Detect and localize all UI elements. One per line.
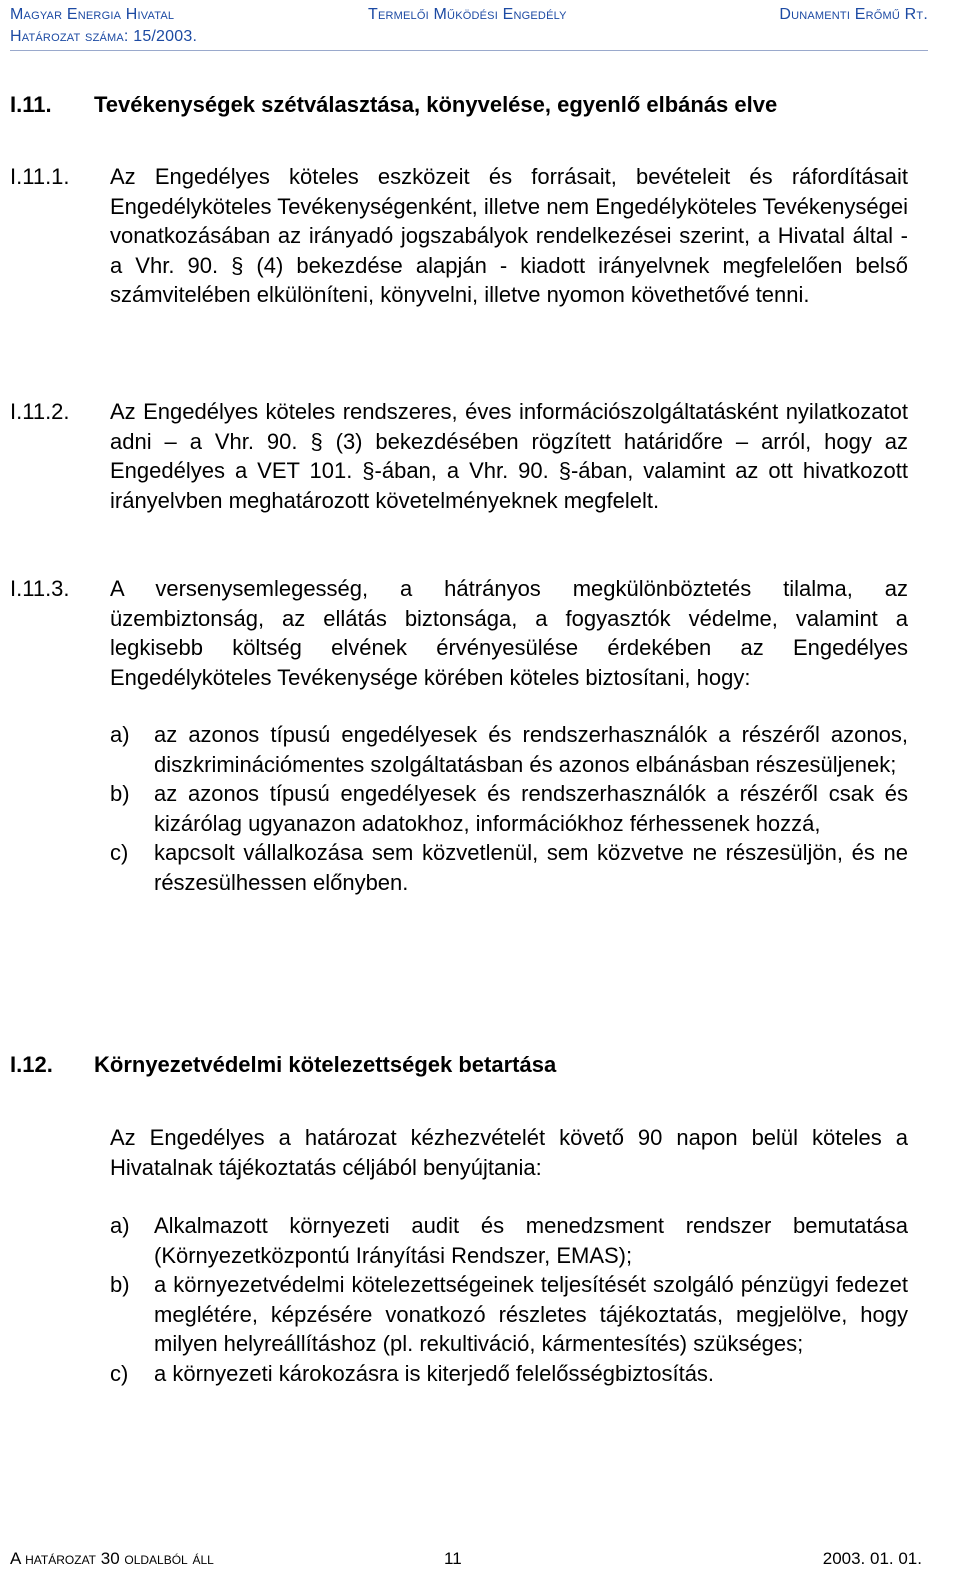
list-marker: b) (110, 1272, 130, 1297)
list-item (110, 720, 908, 779)
clause-number: I.11.3. (10, 576, 70, 601)
clause-number: I.11.1. (10, 164, 70, 189)
header-decision-number: Határozat száma: 15/2003. (10, 28, 198, 45)
section-i12-intro: Az Engedélyes a határozat kézhezvételét követő 90 napon belül köteles a Hivatalnak tájékoztatás céljából benyújtania: (110, 1125, 908, 1180)
list-item-text: a környezetvédelmi kötelezettségeinek teljesítését szolgáló pénzügyi fedezet meglétére, képzésére vonatkozó részletes tájékoztatás, megjelölve, hogy milyen helyreállításhoz (pl. rekultiváció, kármentesítés) szükséges; (154, 1272, 908, 1356)
list-item-text: a környezeti károkozásra is kiterjedő felelősségbiztosítás. (154, 1360, 715, 1386)
clause-number: I.11.2. (10, 399, 70, 424)
footer-page-count-note: A határozat 30 oldalból áll (10, 1549, 214, 1568)
clause-text: A versenysemlegesség, a hátrányos megkülönböztetés tilalma, az üzembiztonság, az ellátás biztonsága, a fogyasztók védelme, valamint a legkisebb költség elvének érvényesülése érdekében az Engedélyes Engedélyköteles Tevékenysége körében köteles biztosítani, hogy: (110, 576, 908, 690)
list-item (110, 1211, 908, 1270)
list-item (110, 779, 908, 838)
header-authority: Magyar Energia Hivatal (10, 6, 175, 23)
section-i12-list (110, 1211, 908, 1388)
section-number: I.12. (10, 1052, 53, 1077)
page-header (10, 6, 928, 51)
clause-text: Az Engedélyes köteles rendszeres, éves információszolgáltatásként nyilatkozatot adni – a Vhr. 90. § (3) bekezdésében rögzített határidőre – arról, hogy az Engedélyes a VET 101. §-ában, a Vhr. 90. §-ában, valamint az ott hivatkozott irányelvben meghatározott követelményeknek megfelelt. (110, 399, 908, 513)
list-item-text: Alkalmazott környezeti audit és menedzsment rendszer bemutatása (Környezetközpontú Irányítási Rendszer, EMAS); (154, 1213, 908, 1268)
list-marker: a) (110, 1213, 130, 1238)
list-item-text: az azonos típusú engedélyesek és rendszerhasználók a részéről csak és kizárólag ugyanazon adatokhoz, információkhoz férhessenek hozzá, (154, 781, 908, 836)
section-title: Tevékenységek szétválasztása, könyvelése, egyenlő elbánás elve (94, 92, 778, 117)
footer-page-number: 11 (444, 1549, 462, 1568)
list-marker: c) (110, 840, 129, 865)
header-plant-name: Dunamenti Erőmű Rt. (779, 6, 928, 23)
list-item-text: az azonos típusú engedélyesek és rendszerhasználók a részéről azonos, diszkriminációmentes szolgáltatásban és azonos elbánásban részesüljenek; (154, 722, 908, 777)
header-row (10, 6, 928, 26)
list-marker: a) (110, 722, 130, 747)
section-number: I.11. (10, 92, 52, 117)
list-item (110, 1359, 908, 1389)
footer-date: 2003. 01. 01. (822, 1549, 922, 1568)
list-marker: c) (110, 1360, 129, 1386)
header-permit-type: Termelői Működési Engedély (368, 6, 567, 23)
list-item (110, 1270, 908, 1359)
clause-text: Az Engedélyes köteles eszközeit és forrásait, bevételeit és ráfordításait Engedélyköteles Tevékenységenként, illetve nem Engedélyköteles Tevékenységei vonatkozásában az irányadó jogszabályok rendelkezései szerint, a Hivatal által - a Vhr. 90. § (4) bekezdése alapján - kiadott irányelvnek megfelelően belső számvitelében elkülöníteni, könyvelni, illetve nyomon követhetővé tenni. (110, 164, 908, 307)
page-footer (0, 1545, 960, 1575)
clause-i11-3-list (110, 720, 908, 897)
section-title: Környezetvédelmi kötelezettségek betartása (94, 1052, 557, 1077)
list-marker: b) (110, 781, 130, 806)
list-item-text: kapcsolt vállalkozása sem közvetlenül, sem közvetve ne részesüljön, és ne részesülhessen előnyben. (154, 840, 908, 895)
list-item (110, 838, 908, 897)
